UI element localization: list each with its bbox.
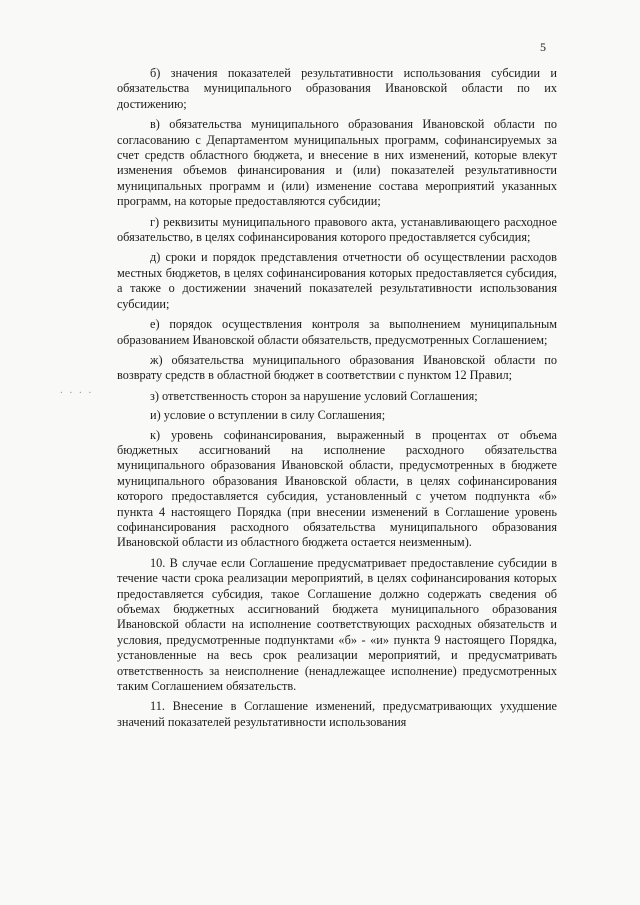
paragraph-k-cofinancing-level: к) уровень софинансирования, выраженный в процентах от объема бюджетных ассигнований на исполнение расходного обязательства муниципального образования Ивановской области, предусмотренных в бюджете муниципального образования Ивановской области, в целях софинансирования которого предоставляется субсидия, установленный с учетом подпункта «б» пункта 4 настоящего Порядка (при внесении изменений в Соглашение уровень софинансирования расходного обязательства муниципального образования Ивановской области из областного бюджета остается неизменным).: [117, 427, 557, 550]
paragraph-i-entry-into-force: и) условие о вступлении в силу Соглашения;: [150, 408, 386, 423]
paragraph-zh-refund: ж) обязательства муниципального образования Ивановской области по возврату средств в областной бюджет в соответствии с пунктом 12 Правил;: [117, 352, 557, 383]
paragraph-z-liability: з) ответственность сторон за нарушение условий Соглашения;: [150, 388, 478, 403]
paragraph-d-reporting: д) сроки и порядок представления отчетности об осуществлении расходов местных бюджетов, в целях софинансирования которых предоставляется субсидия, а также о достижении значений показателей результативности использования субсидии;: [117, 250, 557, 311]
document-body: [117, 66, 557, 735]
paragraph-b-indicators: б) значения показателей результативности использования субсидии и обязательства муниципального образования Ивановской области по их достижению;: [117, 66, 557, 111]
paragraph-g-legal-act: г) реквизиты муниципального правового акта, устанавливающего расходное обязательство, в целях софинансирования которого предоставляется субсидия;: [117, 214, 557, 245]
page-number: 5: [540, 40, 546, 54]
paragraph-11-amendments: 11. Внесение в Соглашение изменений, предусматривающих ухудшение значений показателей результативности использования: [117, 699, 557, 729]
paragraph-10-partial-term: 10. В случае если Соглашение предусматривает предоставление субсидии в течение части срока реализации мероприятий, в целях софинансирования которых предоставляется субсидия, такое Соглашение должно содержать сведения об объемах бюджетных ассигнований бюджета муниципального образования Ивановской области на исполнение соответствующих расходных обязательств и условия, предусмотренные подпунктами «б» - «и» пункта 9 настоящего Порядка, установленные на весь срок реализации мероприятий, и предусматривать ответственность за неисполнение (ненадлежащее исполнение) предусмотренных таким Соглашением обязательств.: [117, 555, 557, 694]
paragraph-e-control: е) порядок осуществления контроля за выполнением муниципальным образованием Ивановской области обязательств, предусмотренных Соглашением;: [117, 317, 557, 347]
paragraph-v-obligations: в) обязательства муниципального образования Ивановской области по согласованию с Департаментом муниципальных программ, софинансируемых за счет средств областного бюджета, и внесение в них изменений, которые влекут изменения объемов финансирования и (или) показателей результативности муниципальных программ и (или) изменение состава мероприятий указанных программ, на которые предоставляются субсидии;: [117, 117, 557, 209]
margin-mark: . . . .: [60, 384, 94, 396]
